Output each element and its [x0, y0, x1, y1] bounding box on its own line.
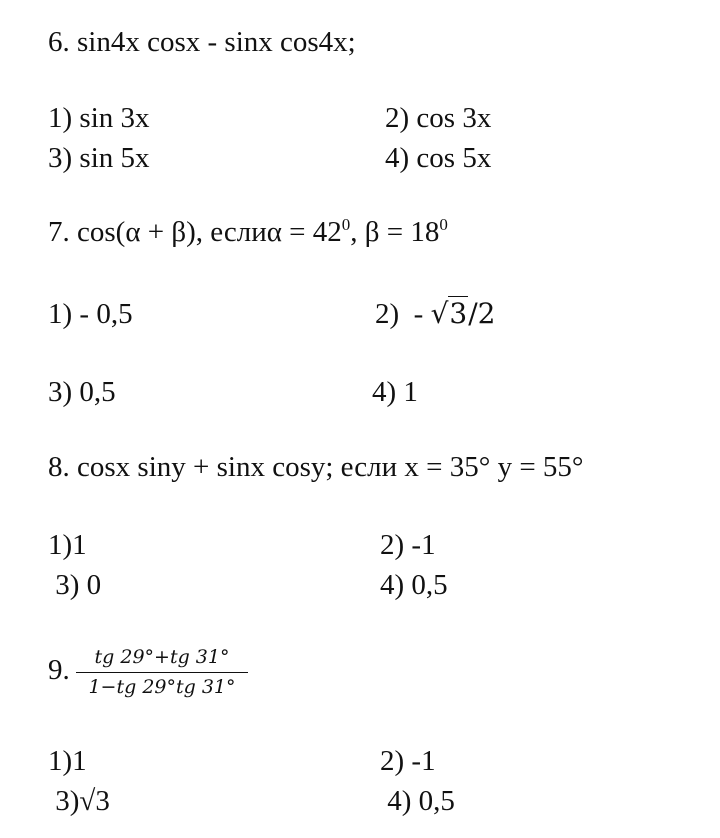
- question-6-option-1: 1) sin 3x: [48, 102, 150, 134]
- question-6-title: 6. sin4x cosx - sinx cos4x;: [48, 26, 356, 58]
- question-9-number: 9.: [48, 654, 70, 686]
- question-7-degree-sup-a: 0: [341, 215, 351, 234]
- question-7-title-part-a: 7. cos(α + β), еслиα = 42: [48, 216, 342, 248]
- question-8-title: 8. cosx siny + sinx cosy; если x = 35° y = 55°: [48, 451, 584, 483]
- question-9-option-2: 2) -1: [380, 745, 436, 777]
- sqrt-expression: [430, 297, 469, 330]
- question-7-option-3: 3) 0,5: [48, 376, 116, 408]
- question-7-option-2: [375, 297, 496, 330]
- question-6-option-2: 2) cos 3x: [385, 102, 492, 134]
- question-9-numerator: tg 29°+tg 31°: [76, 646, 248, 673]
- question-8-option-2: 2) -1: [380, 529, 436, 561]
- question-9-option-3: 3)√3: [48, 785, 110, 817]
- question-7-option-2-prefix: 2) -: [375, 298, 431, 330]
- question-9-option-4: 4) 0,5: [380, 785, 455, 817]
- question-7-degree-sup-b: 0: [439, 215, 448, 234]
- question-9-option-1: 1)1: [48, 745, 87, 777]
- question-7-option-2-suffix: /2: [468, 297, 496, 330]
- question-7-title-part-b: , β = 18: [350, 216, 440, 248]
- question-9-denominator: 1−tg 29°tg 31°: [88, 676, 236, 698]
- sqrt-radicand: 3: [449, 297, 468, 330]
- question-6-option-3: 3) sin 5x: [48, 142, 150, 174]
- question-7-option-1: 1) - 0,5: [48, 298, 133, 330]
- question-8-option-3: 3) 0: [48, 569, 102, 601]
- question-8-option-4: 4) 0,5: [380, 569, 448, 601]
- question-7-title: [48, 215, 448, 248]
- question-6-option-4: 4) cos 5x: [385, 142, 492, 174]
- question-7-option-4: 4) 1: [372, 376, 418, 408]
- question-9-fraction: [76, 646, 248, 698]
- sqrt-sign: √: [430, 297, 449, 330]
- question-8-option-1: 1)1: [48, 529, 87, 561]
